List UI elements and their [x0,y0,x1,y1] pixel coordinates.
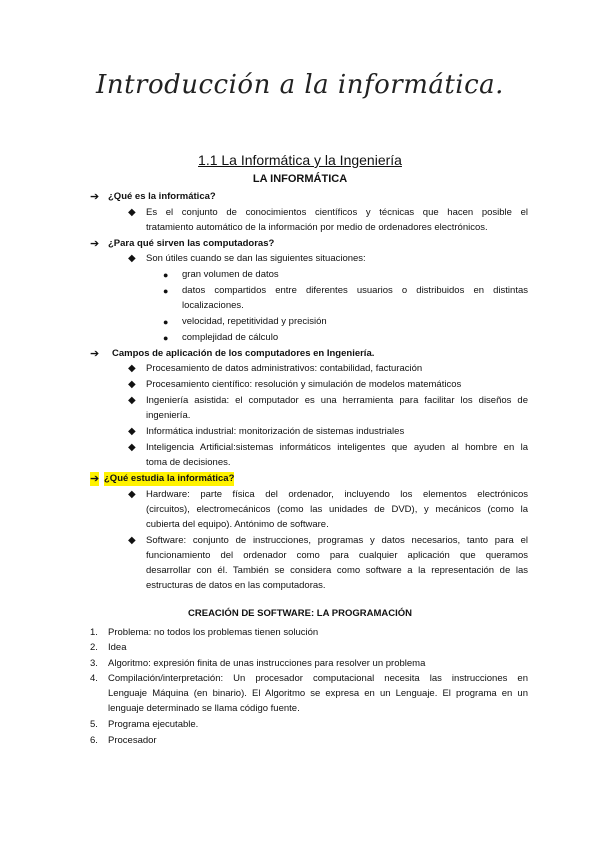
document-title: Introducción a la informática. [96,70,504,100]
software-line: funcionamiento del ordenador como para cualquier aplicación que queramos [146,550,528,561]
list-item: datos compartidos entre diferentes usuarios o distribuidos en distintas [182,285,528,296]
diamond-bullet-icon: ◆ [128,489,136,500]
programming-step: Compilación/interpretación: Un procesador computacional necesita las instrucciones en [108,673,528,684]
list-item: Procesamiento de datos administrativos: contabilidad, facturación [146,363,423,374]
programming-step: Programa ejecutable. [108,719,199,730]
hardware-line: cubierta del equipo). Antónimo de software. [146,519,329,530]
programming-step-continuation: Lenguaje Máquina (en binario). El Algoritmo se expresa en un Lenguaje. El programa en un [108,688,528,699]
list-item-continuation: localizaciones. [182,300,244,311]
software-line: estructuras de datos en las computadoras. [146,580,326,591]
list-item: gran volumen de datos [182,269,279,280]
diamond-bullet-icon: ◆ [128,207,136,218]
list-number: 5. [90,719,98,730]
diamond-bullet-icon: ◆ [128,395,136,406]
arrow-icon: ➔ [90,348,100,360]
list-number: 2. [90,642,98,653]
arrow-icon: ➔ [90,473,100,485]
hardware-line: (circuitos), electromecánicos (como las unidades de DVD), y mecánicos (como la [146,504,528,515]
dot-bullet-icon: ● [163,317,169,327]
hardware-line: Hardware: parte física del ordenador, incluyendo los elementos electrónicos [146,489,528,500]
software-line: Software: conjunto de instrucciones, programas y datos necesarios, tanto para el [146,535,528,546]
question-4: ¿Qué estudia la informática? [104,473,235,484]
diamond-bullet-icon: ◆ [128,426,136,437]
programming-step: Problema: no todos los problemas tienen solución [108,627,319,638]
list-item-continuation: ingeniería. [146,410,191,421]
diamond-bullet-icon: ◆ [128,363,136,374]
list-item: Ingeniería asistida: el computador es una herramienta para facilitar los diseños de [146,395,528,406]
dot-bullet-icon: ● [163,270,169,280]
arrow-icon: ➔ [90,191,100,203]
question-1: ¿Qué es la informática? [108,191,216,202]
diamond-bullet-icon: ◆ [128,535,136,546]
list-item: Informática industrial: monitorización de sistemas industriales [146,426,405,437]
question-2: ¿Para qué sirven las computadoras? [108,238,275,249]
answer-1-line-1: Es el conjunto de conocimientos científicos y técnicas que hacen posible el [146,207,528,218]
diamond-bullet-icon: ◆ [128,253,136,264]
list-item: Inteligencia Artificial:sistemas informáticos inteligentes que ayuden al hombre en la [146,442,528,453]
question-3: Campos de aplicación de los computadores en Ingeniería. [112,348,375,359]
programming-step: Procesador [108,735,157,746]
answer-1-line-2: tratamiento automático de la información por medio de ordenadores electrónicos. [146,222,488,233]
subtitle: LA INFORMÁTICA [252,173,348,185]
answer-2-intro: Son útiles cuando se dan las siguientes situaciones: [146,253,366,264]
list-item: velocidad, repetitividad y precisión [182,316,327,327]
diamond-bullet-icon: ◆ [128,442,136,453]
list-number: 4. [90,673,98,684]
programming-step: Algoritmo: expresión finita de unas instrucciones para resolver un problema [108,658,426,669]
list-number: 1. [90,627,98,638]
arrow-icon: ➔ [90,238,100,250]
diamond-bullet-icon: ◆ [128,379,136,390]
dot-bullet-icon: ● [163,333,169,343]
list-number: 3. [90,658,98,669]
software-line: desarrollar con él. También se considera como software a la representación de las [146,565,528,576]
section-title: 1.1 La Informática y la Ingeniería [198,152,402,168]
section-2-title: CREACIÓN DE SOFTWARE: LA PROGRAMACIÓN [188,608,412,619]
list-item-continuation: toma de decisiones. [146,457,231,468]
list-item: Procesamiento científico: resolución y simulación de modelos matemáticos [146,379,462,390]
programming-step: Idea [108,642,127,653]
list-number: 6. [90,735,98,746]
list-item: complejidad de cálculo [182,332,279,343]
programming-step-continuation: lenguaje determinado se llama código fuente. [108,703,300,714]
dot-bullet-icon: ● [163,286,169,296]
